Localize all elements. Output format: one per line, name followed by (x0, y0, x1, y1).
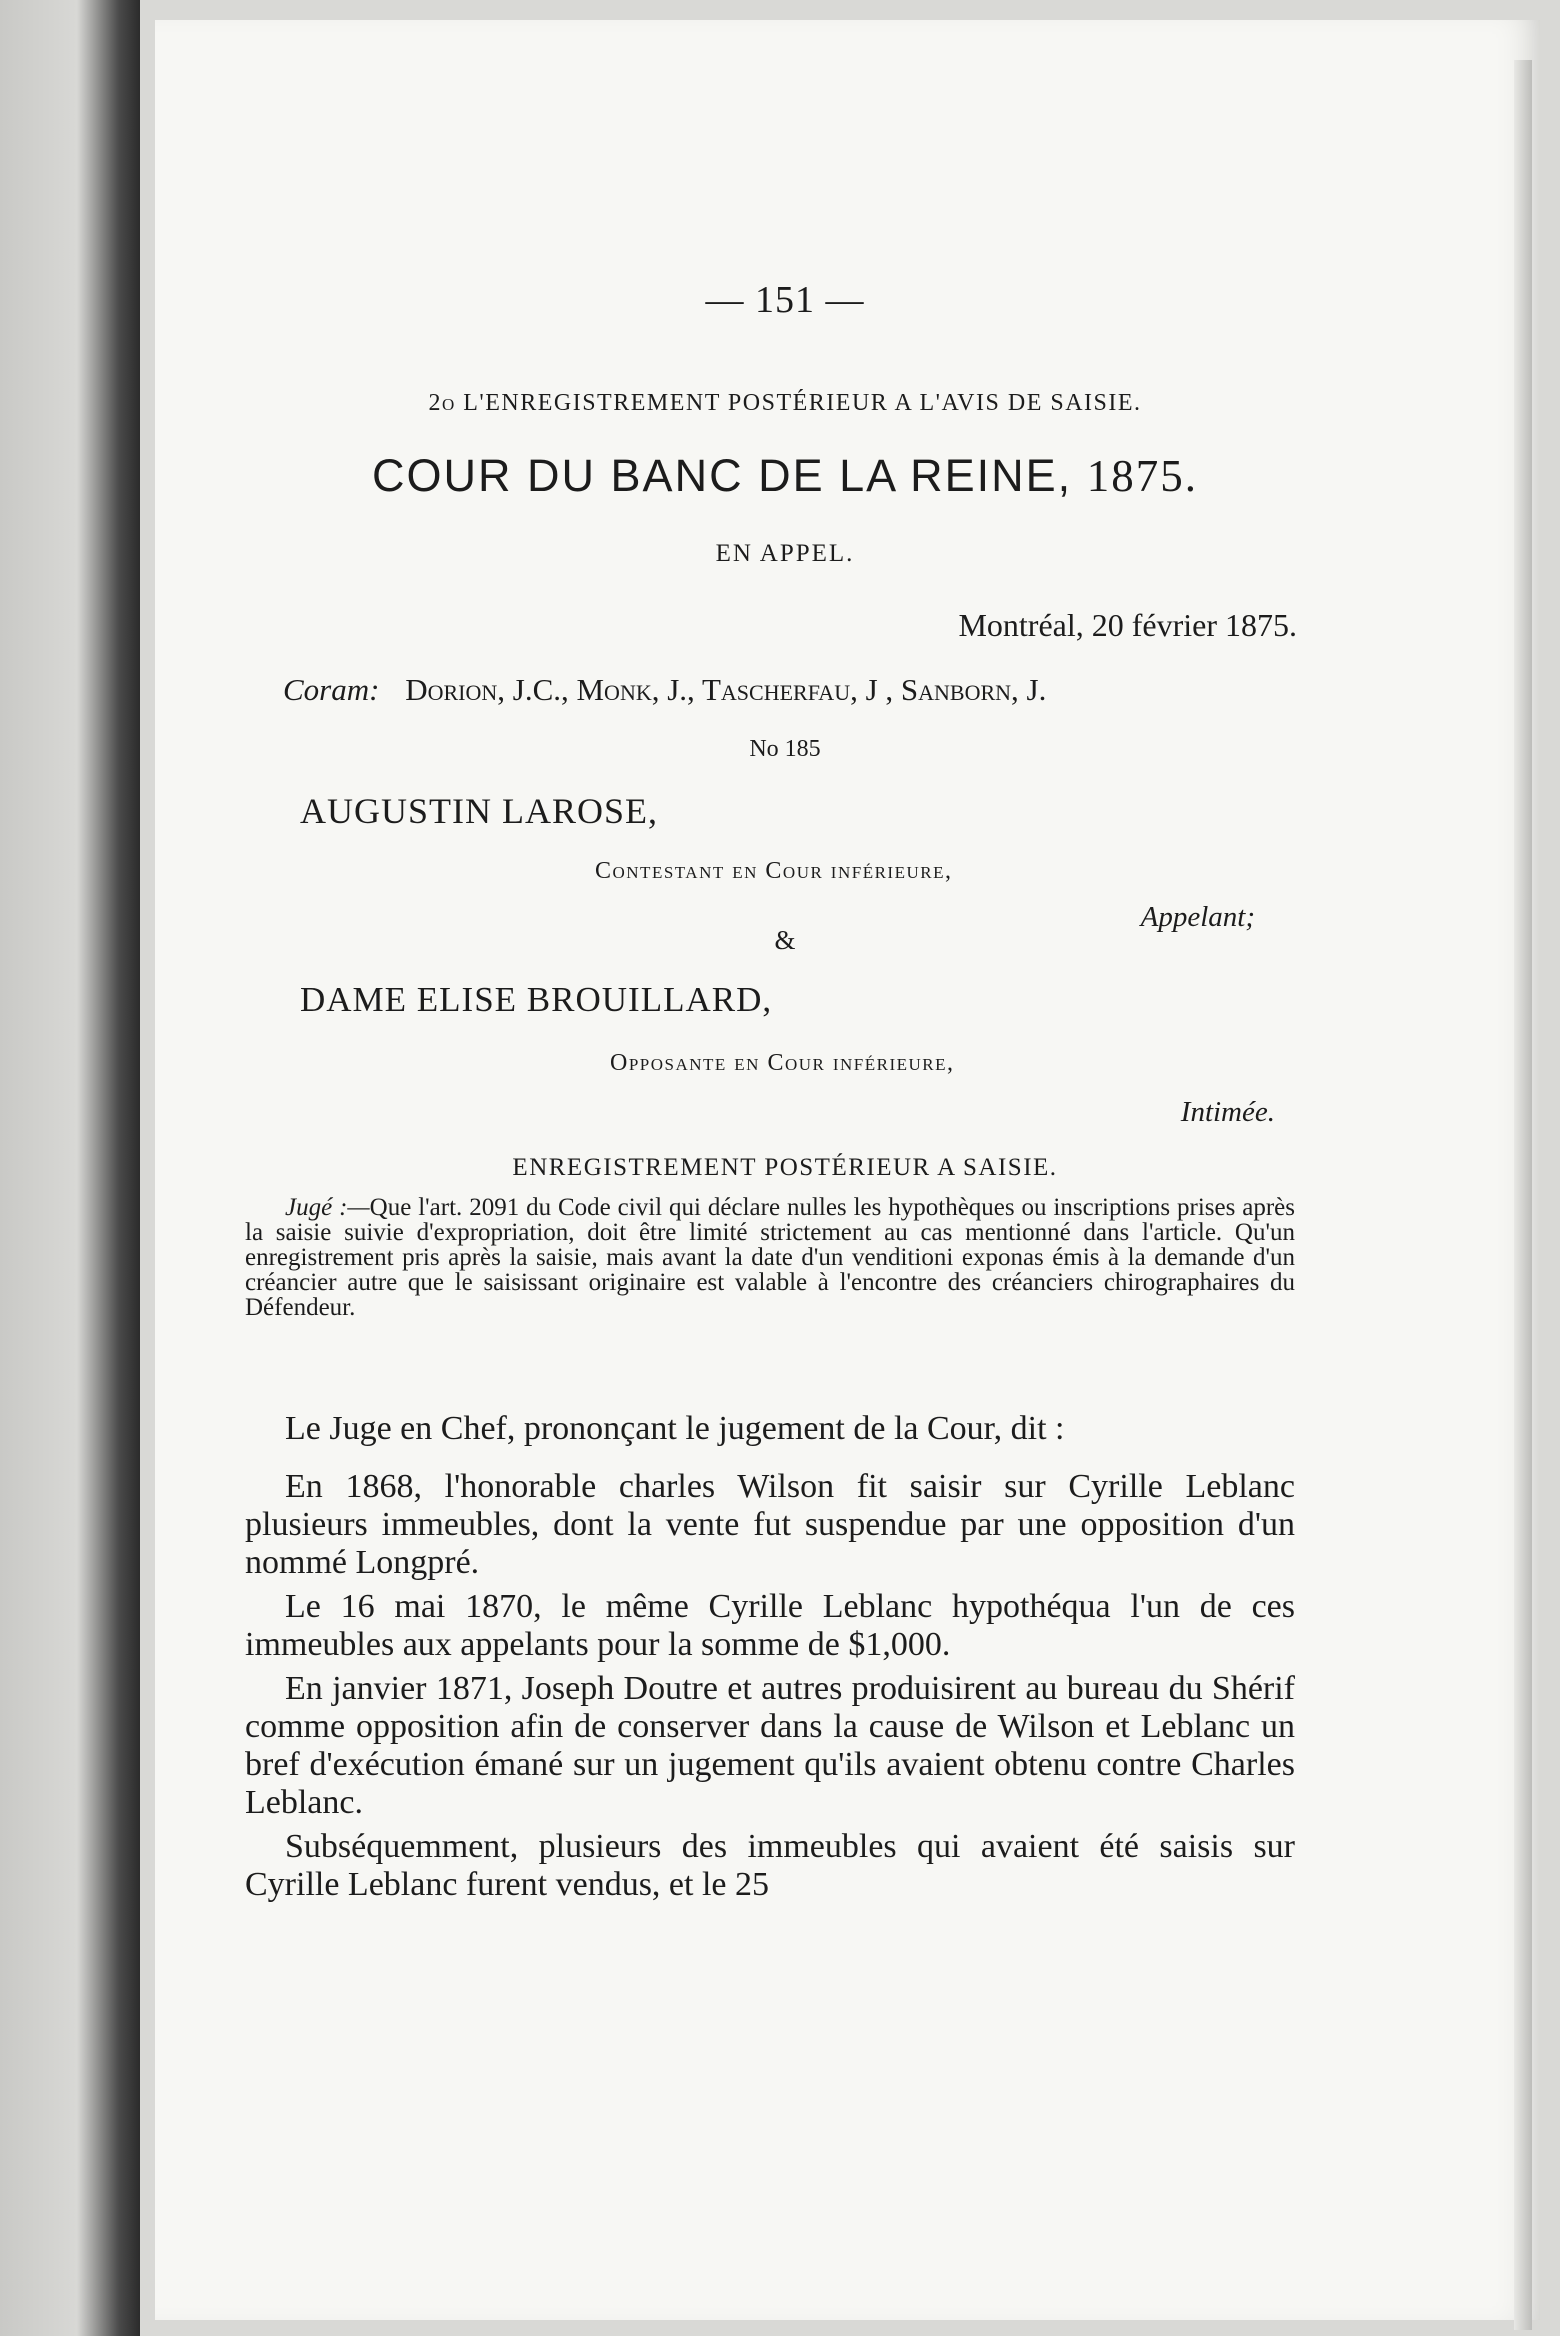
respondent-role: Opposante en Cour inférieure, (610, 1050, 955, 1076)
holding-lead: Jugé :— (285, 1194, 370, 1221)
paragraph: Le 16 mai 1870, le même Cyrille Leblanc hypothéqua l'un de ces immeubles aux appelants pour la somme de $1,000. (245, 1588, 1295, 1663)
conjunction: & (774, 925, 796, 955)
holding-summary (245, 1195, 1295, 1320)
appellant-name: AUGUSTIN LAROSE, (300, 791, 658, 831)
appellant-role: Contestant en Cour inférieure, (595, 858, 953, 884)
court-title (245, 450, 1325, 502)
respondent-name: DAME ELISE BROUILLARD, (300, 980, 773, 1019)
paragraph: Subséquemment, plusieurs des immeubles qui avaient été saisis sur Cyrille Leblanc furent vendus, et le 25 (245, 1828, 1295, 1903)
paragraph: Le Juge en Chef, prononçant le jugement de la Cour, dit : (285, 1410, 1065, 1447)
paragraph: En 1868, l'honorable charles Wilson fit saisir sur Cyrille Leblanc plusieurs immeubles, dont la vente fut suspendue par une opposition d'un nommé Longpré. (245, 1468, 1295, 1581)
court-name: COUR DU BANC DE LA REINE, (372, 450, 1073, 501)
page-stack-edge (1514, 60, 1532, 2330)
topic-heading: ENREGISTREMENT POSTÉRIEUR A SAISIE. (512, 1154, 1058, 1181)
book-spine-edge (0, 0, 140, 2336)
case-number: No 185 (749, 736, 821, 762)
page-number: — 151 — (705, 279, 865, 321)
decision-date: Montréal, 20 février 1875. (958, 607, 1297, 643)
holding-text: Que l'art. 2091 du Code civil qui déclare nulles les hypothèques ou inscriptions prises après la saisie suivie d'expropriation, doit être limité strictement au cas mentionné dans l'article. Qu'un enregistrement pris après la saisie, mais avant la date d'un venditioni exponas émis à la demande d'un créancier autre que le saisissant originaire est valable à l'encontre des créanciers chirographaires du Défendeur. (245, 1194, 1295, 1321)
court-year: 1875. (1086, 451, 1198, 501)
coram-label: Coram: (283, 672, 380, 707)
appeal-label: EN APPEL. (715, 540, 855, 567)
appellant-status: Appelant; (1140, 901, 1255, 933)
respondent-status: Intimée. (1180, 1096, 1275, 1128)
book-page (155, 20, 1540, 2320)
coram-line (283, 672, 1333, 708)
paragraph: En janvier 1871, Joseph Doutre et autres produisirent au bureau du Shérif comme opposition afin de conserver dans la cause de Wilson et Leblanc un bref d'exécution émané sur un jugement qu'ils avaient obtenu contre Charles Leblanc. (245, 1670, 1295, 1821)
coram-judges: Dorion, J.C., Monk, J., Tascherfau, J , Sanborn, J. (405, 672, 1047, 707)
section-heading: 2o L'ENREGISTREMENT POSTÉRIEUR A L'AVIS DE SAISIE. (428, 390, 1142, 416)
judgment-body (245, 1410, 1295, 1924)
